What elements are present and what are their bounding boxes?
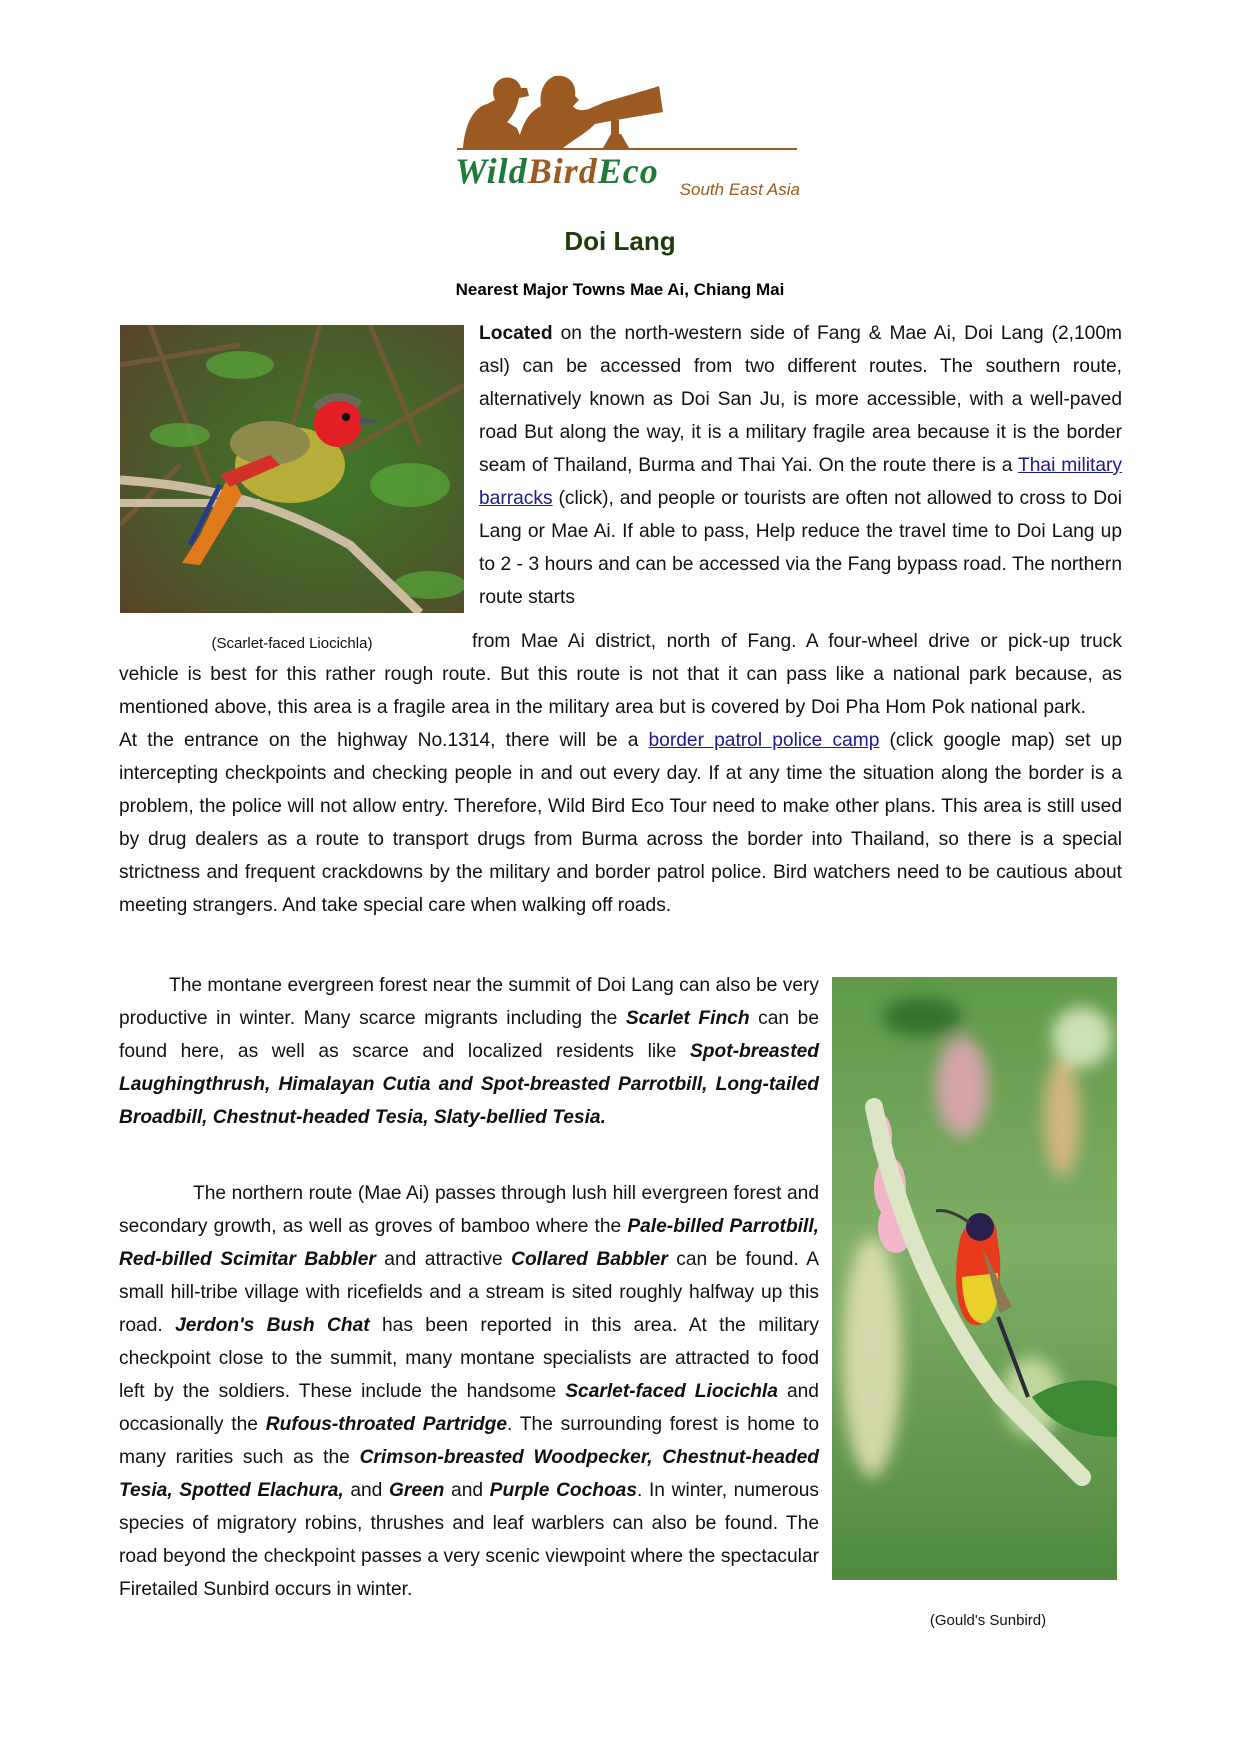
paragraph-text: . The surrounding forest is home to many rarities such as the: [119, 1414, 819, 1468]
logo-tagline: South East Asia: [679, 180, 800, 199]
logo-word-eco: Eco: [597, 151, 659, 191]
paragraph-text: and attractive: [375, 1249, 512, 1270]
species-name: Spot-breasted Laughingthrush, Himalayan Cutia and Spot-breasted Parrotbill, Long-tailed Broadbill, Chestnut-headed Tesia, Slaty-bellied Tesia.: [119, 1041, 819, 1128]
logo-word-wild: Wild: [455, 151, 528, 191]
species-name: Scarlet-faced Liocichla: [565, 1381, 778, 1402]
photo-caption-liocichla: (Scarlet-faced Liocichla): [211, 635, 373, 652]
paragraph-text: At the entrance on the highway No.1314, there will be a: [119, 730, 649, 751]
page-title: Doi Lang: [564, 226, 676, 256]
paragraph-text: from Mae Ai district, north of Fang. A four-wheel drive or pick-up truck vehicle is best for this rather rough route. But this route is not that it can pass like a national park because, as mentioned above, this area is a fragile area in the military area but is covered by Doi Pha Hom Pok national park.: [119, 631, 1122, 718]
paragraph-text: . In winter, numerous species of migratory robins, thrushes and leaf warblers can also be found. The road beyond the checkpoint passes a very scenic viewpoint where the spectacular Firetailed Sunbird occurs in winter.: [119, 1480, 819, 1600]
paragraph-text: and occasionally the: [119, 1381, 819, 1435]
species-name: Jerdon's Bush Chat: [175, 1315, 370, 1336]
paragraph-northern-route: [119, 625, 1122, 922]
border-patrol-police-camp-link[interactable]: border patrol police camp: [648, 730, 880, 751]
lead-word: Located: [479, 323, 553, 344]
paragraph-text: (click), and people or tourists are often not allowed to cross to Doi Lang or Mae Ai. If able to pass, Help reduce the travel time to Doi Lang up to 2 - 3 hours and can be accessed via the Fang bypass road. The northern route starts: [479, 488, 1122, 608]
goulds-sunbird-photo: [832, 977, 1117, 1580]
paragraph-text: The montane evergreen forest near the summit of Doi Lang can also be very productive in winter. Many scarce migrants including the: [119, 975, 819, 1029]
paragraph-text: can be found here, as well as scarce and localized residents like: [119, 1008, 819, 1062]
scarlet-faced-liocichla-photo: [120, 325, 464, 613]
page-subtitle: Nearest Major Towns Mae Ai, Chiang Mai: [455, 280, 785, 299]
wildbirdeco-logo: [455, 62, 800, 202]
thai-military-barracks-link[interactable]: Thai military barracks: [479, 455, 1122, 509]
species-name: Pale-billed Parrotbill, Red-billed Scimitar Babbler: [119, 1216, 819, 1270]
paragraph-text: and: [343, 1480, 389, 1501]
paragraph-text: (click google map) set up intercepting checkpoints and checking people in and out every day. If at any time the situation along the border is a problem, the police will not allow entry. Therefore, Wild Bird Eco Tour need to make other plans. This area is still used by drug dealers as a route to transport drugs from Burma across the border into Thailand, so there is a special strictness and frequent crackdowns by the military and border patrol police. Bird watchers need to be cautious about meeting strangers. And take special care when walking off roads.: [119, 730, 1122, 916]
species-name: Green: [388, 1480, 445, 1501]
species-name: Purple Cochoas: [489, 1480, 638, 1501]
species-name: Collared Babbler: [511, 1249, 668, 1270]
paragraph-text: and: [444, 1480, 490, 1501]
paragraph-mae-ai-route: [119, 1177, 819, 1606]
species-name: Rufous-throated Partridge: [265, 1414, 508, 1435]
paragraph-location: [479, 317, 1122, 614]
species-name: Scarlet Finch: [625, 1008, 750, 1029]
paragraph-text: can be found. A small hill-tribe village with ricefields and a stream is sited roughly halfway up this road.: [119, 1249, 820, 1336]
logo-word-bird: Bird: [527, 151, 598, 191]
paragraph-text: has been reported in this area. At the military checkpoint close to the summit, many montane specialists are attracted to food left by the soldiers. These include the handsome: [119, 1315, 819, 1402]
species-name: Crimson-breasted Woodpecker, Chestnut-headed Tesia, Spotted Elachura,: [119, 1447, 819, 1501]
paragraph-text: The northern route (Mae Ai) passes through lush hill evergreen forest and secondary growth, as well as groves of bamboo where the: [119, 1183, 819, 1237]
paragraph-text: on the north-western side of Fang & Mae Ai, Doi Lang (2,100m asl) can be accessed from two different routes. The southern route, alternatively known as Doi San Ju, is more accessible, with a well-paved road But along the way, it is a military fragile area because it is the border seam of Thailand, Burma and Thai Yai. On the route there is a: [479, 323, 1122, 476]
photo-caption-sunbird: (Gould's Sunbird): [929, 1612, 1047, 1629]
paragraph-montane-forest: [119, 969, 819, 1134]
